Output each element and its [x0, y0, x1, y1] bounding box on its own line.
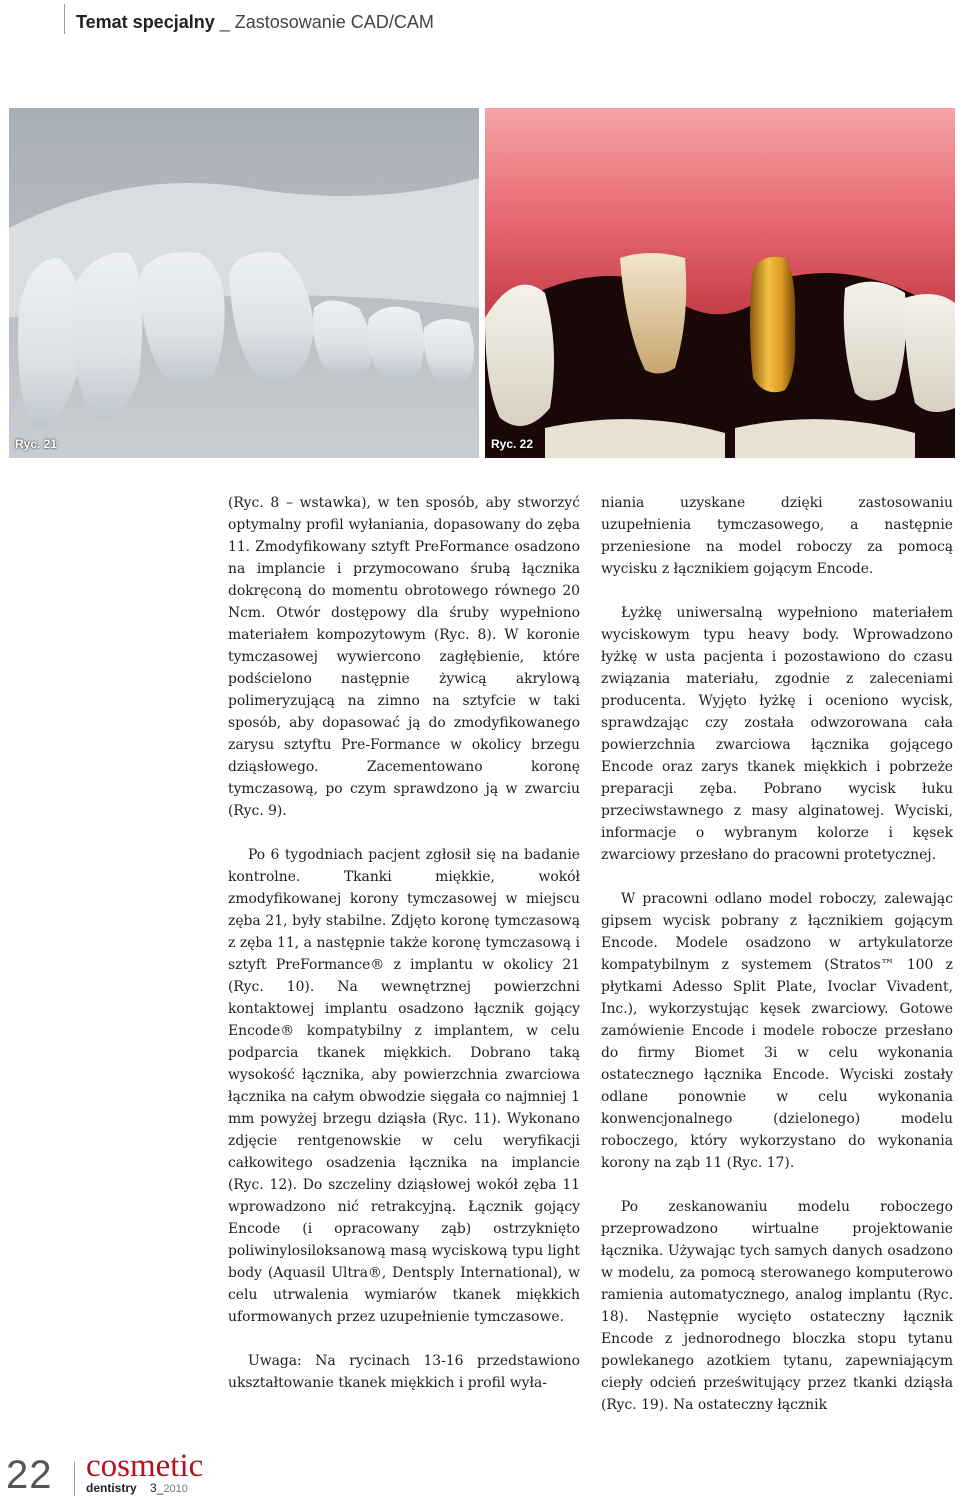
magazine-logo: cosmetic	[86, 1448, 204, 1484]
paragraph: Po zeskanowaniu modelu roboczego przeprowadzono wirtualne projektowanie łącznika. Używając tych samych danych osadzono w modelu, za pomocą sterowanego komputerowo ramienia automatycznego, analog implantu (Ryc. 18). Następnie wycięto ostateczny łącznik Encode z jednorodnego bloczka stopu tytanu powlekanego azotkiem tytanu, zapewniającym ciepły odcień prześwitujący przez tkanki dziąsła (Ryc. 19). Na ostateczny łącznik	[601, 1199, 953, 1413]
figure-22-photo	[485, 108, 955, 458]
paragraph: niania uzyskane dzięki zastosowaniu uzupełnienia tymczasowego, a następnie przeniesione na model roboczy za pomocą wycisku z łącznikiem gojącym Encode.	[601, 495, 953, 577]
magazine-subtitle: dentistry	[86, 1481, 137, 1495]
figure-21-caption: Ryc. 21	[15, 437, 58, 451]
implant-abutment-illustration	[485, 108, 955, 458]
section-name: Temat specjalny	[76, 12, 215, 32]
paragraph: Po 6 tygodniach pacjent zgłosił się na badanie kontrolne. Tkanki miękkie, wokół zmodyfikowanej korony tymczasowej w miejscu zęba 21, były stabilne. Zdjęto koronę tymczasową z zęba 11, a następnie także koronę tymczasową i sztyft PreFormance® z implantu w okolicy 21 (Ryc. 10). Na wewnętrznej powierzchni kontaktowej implantu osadzono łącznik gojący Encode® kompatybilny z implantem, w celu podparcia tkanek miękkich. Dobrano taką wysokość łącznika, aby powierzchnia zwarciowa łącznika na całym obwodzie sięgała co najmniej 1 mm powyżej brzegu dziąsła (Ryc. 11). Wykonano zdjęcie rentgenowskie w celu weryfikacji całkowitego osadzenia łącznika na implancie (Ryc. 12). Do szczeliny dziąsłowej wokół zęba 11 wprowadzono nić retrakcyjną. Łącznik gojący Encode (i opracowany ząb) ostrzyknięto poliwinylosiloksanową masą wyciskową typu light body (Aquasil Ultra®, Dentsply International), w celu utrwalenia wymiarów tkanek miękkich uformowanych przez uzupełnienie tymczasowe.	[228, 847, 580, 1325]
article-column-2	[601, 492, 953, 1416]
footer-divider	[74, 1462, 75, 1496]
header-divider	[64, 4, 65, 34]
paragraph-note: Uwaga: Na rycinach 13-16 przedstawiono ukształtowanie tkanek miękkich i profil wyła-	[228, 1353, 580, 1391]
paragraph: W pracowni odlano model roboczy, zalewając gipsem wycisk pobrany z łącznikiem gojącym Encode. Modele osadzono w artykulatorze kompatybilnym z systemem (Stratos™ 100 z płytkami Adesso Split Plate, Ivoclar Vivadent, Inc.), wykorzystując kęsek zwarciowy. Gotowe zamówienie Encode i modele robocze przesłano do firmy Biomet 3i w celu wykonania ostatecznego łącznika Encode. Wyciski zostały odlane ponownie w celu wykonania konwencjonalnego (dzielonego) modelu roboczego, który wykorzystano do wykonania korony na ząb 11 (Ryc. 17).	[601, 891, 953, 1171]
figure-22-caption: Ryc. 22	[491, 437, 534, 451]
paragraph: Łyżkę uniwersalną wypełniono materiałem wyciskowym typu heavy body. Wprowadzono łyżkę w usta pacjenta i pozostawiono do czasu związania materiału, zgodnie z zaleceniami producenta. Wyjęto łyżkę i oceniono wycisk, sprawdzając czy została odwzorowana cała powierzchnia zwarciowa łącznika gojącego Encode oraz zarys tkanek miękkich i pobrzeże preparacji zęba. Pobrano wycisk łuku przeciwstawnego z masy alginatowej. Wyciski, informacje o wybranym kolorze i kęsek zwarciowy przesłano do pracowni protetycznej.	[601, 605, 953, 863]
issue-year: 2010	[163, 1483, 188, 1495]
figure-21-photo	[9, 108, 479, 458]
page-number: 22	[6, 1453, 53, 1497]
section-topic: Zastosowanie CAD/CAM	[234, 12, 434, 32]
section-separator: _	[214, 12, 235, 32]
article-column-1	[228, 492, 580, 1394]
magazine-issue	[86, 1481, 188, 1495]
section-header	[76, 12, 434, 33]
issue-number: 3_	[150, 1481, 164, 1495]
paragraph: (Ryc. 8 – wstawka), w ten sposób, aby stworzyć optymalny profil wyłaniania, dopasowany do zęba 11. Zmodyfikowany sztyft PreFormance osadzono na implancie i przymocowano śrubą łącznika dokręconą do momentu obrotowego równego 20 Ncm. Otwór dostępowy dla śruby wypełniono materiałem kompozytowym (Ryc. 8). W koronie tymczasowej wywiercono zagłębienie, które podścielono następnie żywicą akrylową polimeryzującą na zimno na sztyfcie w taki sposób, aby dopasować ją do zmodyfikowanego zarysu sztyftu Pre-Formance w okolicy brzegu dziąsłowego. Zacementowano koronę tymczasową, po czym sprawdzono ją w zwarciu (Ryc. 9).	[228, 495, 580, 819]
dental-model-illustration	[9, 108, 479, 458]
